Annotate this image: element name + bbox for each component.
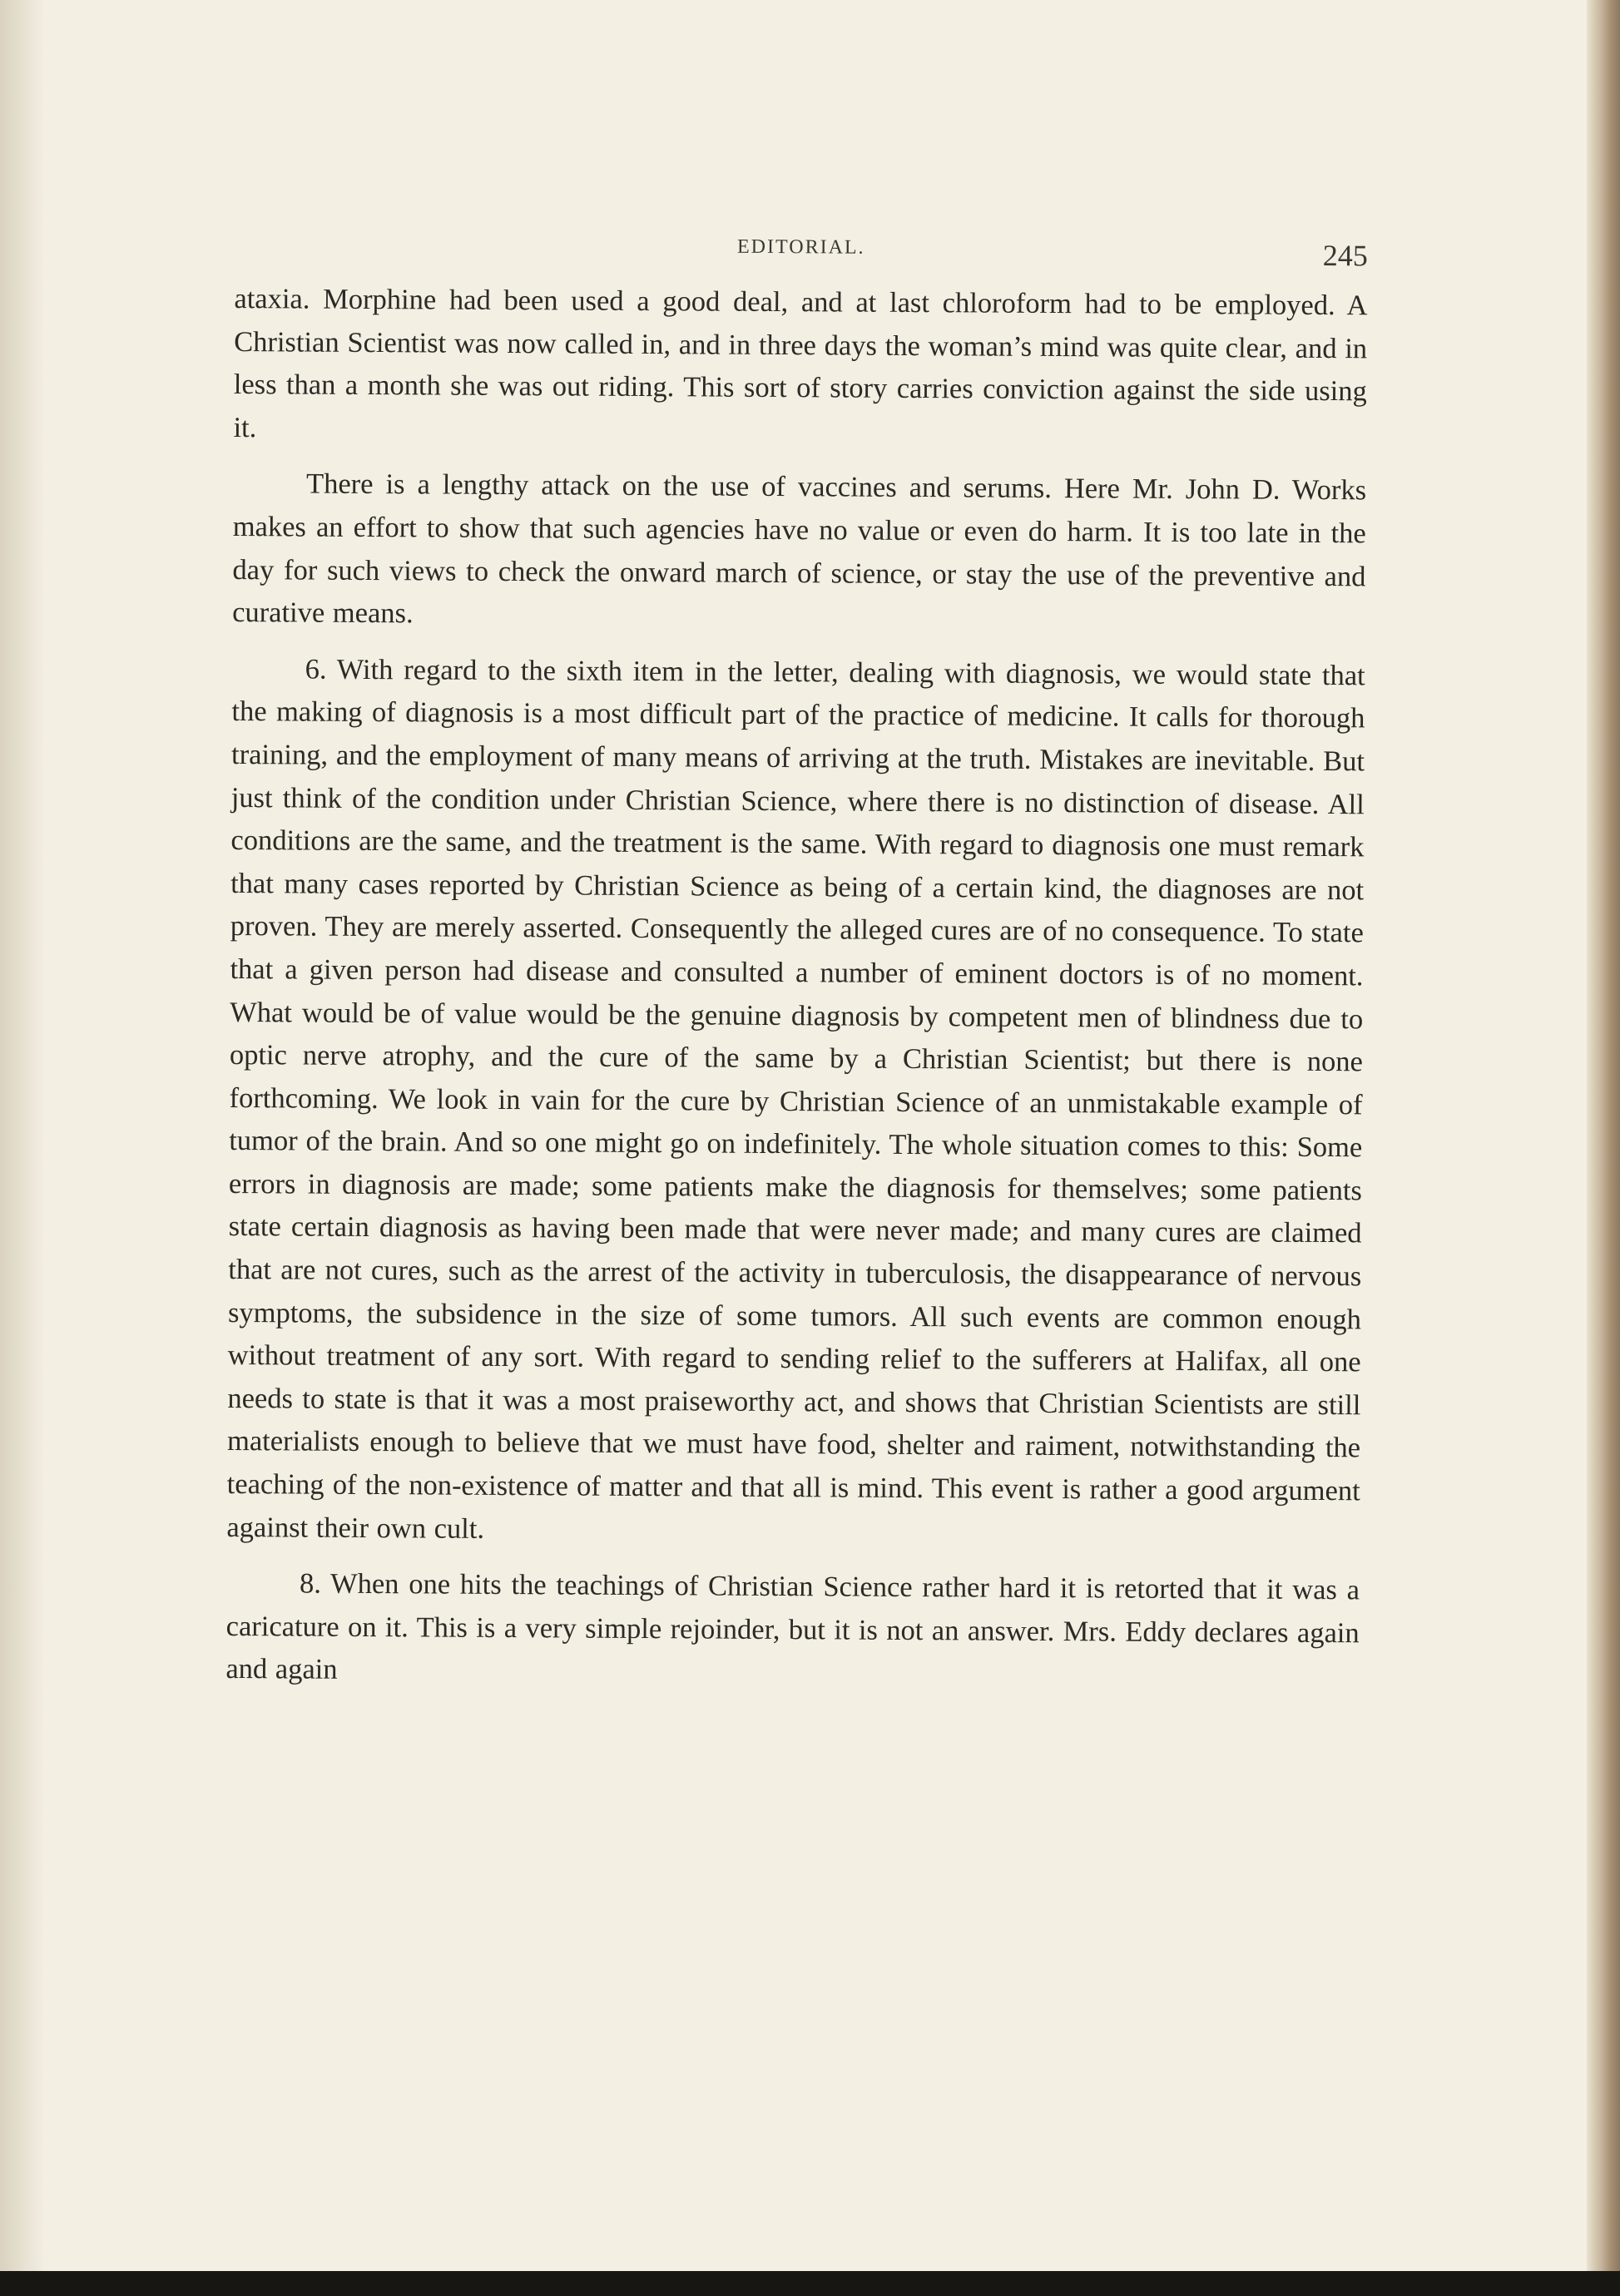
text-block <box>225 225 1368 1711</box>
paragraph-vaccines: There is a lengthy attack on the use of vaccines and serums. Here Mr. John D. Works makes an effort to show that such agencies have no value or even do harm. It is too late in the day for such views to check the onward march of science, or stay the use of the preventive and curative means. <box>232 468 1367 630</box>
running-title: EDITORIAL. <box>736 235 865 259</box>
scan-border-bottom <box>0 2271 1620 2296</box>
paragraph-item-6-diagnosis: 6. With regard to the sixth item in the letter, dealing with diagnosis, we would state that the making of diagnosis is a most difficult part of the practice of medicine. It calls for thorough training, and the employment of many means of arriving at the truth. Mistakes are inevitable. But just think of the condition under Christian Science, where there is no distinction of disease. All conditions are the same, and the treatment is the same. With regard to diagnosis one must remark that many cases reported by Christian Science as being of a certain kind, the diagnoses are not proven. They are merely asserted. Consequently the alleged cures are of no consequence. To state that a given person had disease and consulted a number of eminent doctors is of no moment. What would be of value would be the genuine diagnosis by competent men of blindness due to optic nerve atrophy, and the cure of the same by a Christian Scientist; but there is none forthcoming. We look in vain for the cure by Christian Science of an unmistakable example of tumor of the brain. And so one might go on indefinitely. The whole situation comes to this: Some errors in diagnosis are made; some patients make the diagnosis for themselves; some patients state certain diagnosis as having been made that were never made; and many cures are claimed that are not cures, such as the arrest of the activity in tuberculosis, the disappearance of nervous symptoms, the subsidence in the size of some tumors. All such events are common enough without treatment of any sort. With regard to sending relief to the sufferers at Halifax, all one needs to state is that it was a most praiseworthy act, and shows that Christian Scientists are still materialists enough to believe that we must have food, shelter and raiment, notwithstanding the teaching of the non-existence of matter and that all is mind. This event is rather a good argument against their own cult. <box>226 653 1365 1545</box>
page-gutter-shadow <box>0 0 46 2296</box>
paragraph-item-8: 8. When one hits the teachings of Christian Science rather hard it is retorted that it was a caricature on it. This is a very simple rejoinder, but it is not an answer. Mrs. Eddy declares again and again <box>225 1567 1360 1686</box>
running-header <box>235 225 1368 285</box>
page-edge <box>1587 0 1620 2296</box>
page-number: 245 <box>1322 238 1368 273</box>
paragraph-continued: ataxia. Morphine had been used a good deal, and at last chloroform had to be employed. A Christian Scientist was now called in, and in three days the woman’s mind was quite clear, and in less than a month she was out riding. This sort of story carries conviction against the side using it. <box>233 282 1368 443</box>
